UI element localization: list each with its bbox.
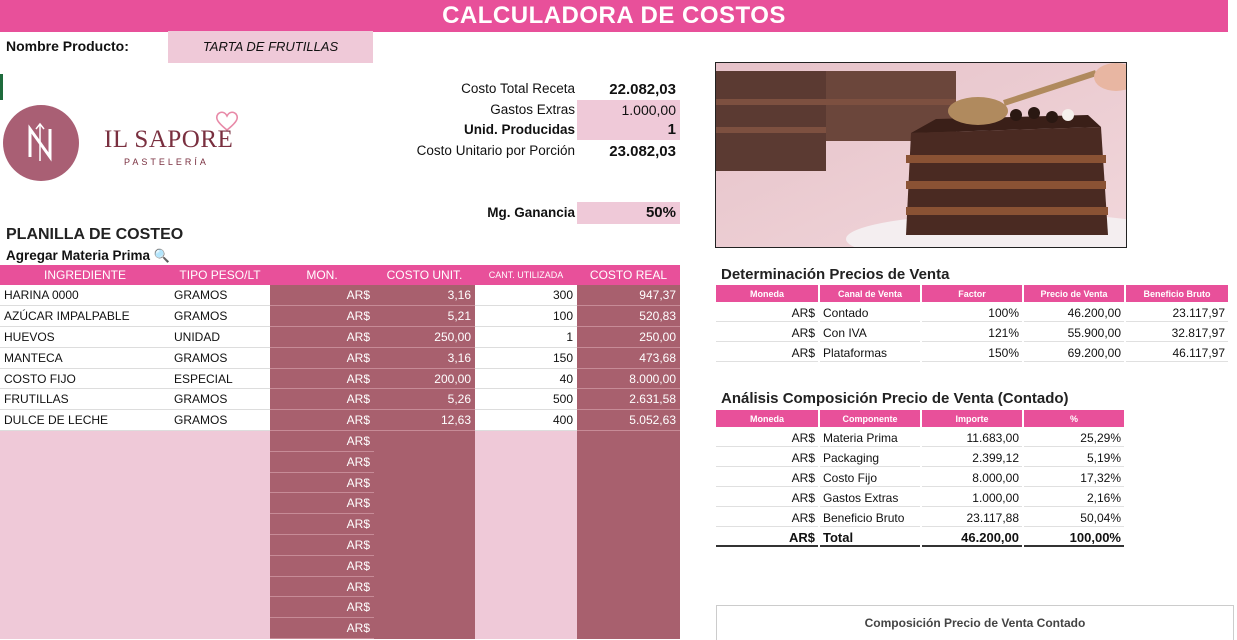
unit-cost-cell[interactable]	[374, 535, 475, 556]
table-row	[0, 410, 680, 431]
analisis-cell: 1.000,00	[922, 489, 1022, 507]
currency-cell: AR$	[270, 576, 374, 597]
unit-cost-cell[interactable]	[374, 451, 475, 472]
unit-cost-cell[interactable]: 250,00	[374, 327, 475, 348]
ingredient-name-cell[interactable]: AZÚCAR IMPALPABLE	[0, 306, 170, 327]
quantity-used-cell[interactable]	[475, 597, 577, 618]
costo-total-value: 22.082,03	[609, 81, 676, 98]
brand-subtitle: PASTELERÍA	[124, 157, 209, 167]
col-header: Moneda	[716, 285, 818, 302]
unit-cost-cell[interactable]: 3,16	[374, 285, 475, 306]
unit-cost-cell[interactable]	[374, 431, 475, 452]
ingredient-name-cell[interactable]: MANTECA	[0, 347, 170, 368]
unit-cost-cell[interactable]: 12,63	[374, 410, 475, 431]
real-cost-cell: 2.631,58	[577, 389, 680, 410]
analisis-cell: AR$	[716, 509, 818, 527]
unit-cost-cell[interactable]	[374, 493, 475, 514]
col-header: TIPO PESO/LT	[170, 265, 270, 285]
precio-cell: 32.817,97	[1126, 324, 1228, 342]
weight-type-cell[interactable]	[170, 493, 270, 514]
unit-cost-cell[interactable]	[374, 555, 475, 576]
col-header: COSTO UNIT.	[374, 265, 475, 285]
empty-row	[0, 451, 680, 472]
real-cost-cell: 8.000,00	[577, 368, 680, 389]
ingredient-name-cell[interactable]: COSTO FIJO	[0, 368, 170, 389]
ingredient-name-cell[interactable]: FRUTILLAS	[0, 389, 170, 410]
real-cost-cell: 473,68	[577, 347, 680, 368]
table-row	[716, 344, 1228, 362]
quantity-used-cell[interactable]: 300	[475, 285, 577, 306]
currency-cell: AR$	[270, 493, 374, 514]
unit-cost-cell[interactable]	[374, 472, 475, 493]
analisis-cell: 11.683,00	[922, 429, 1022, 447]
analisis-cell: 8.000,00	[922, 469, 1022, 487]
empty-row	[0, 597, 680, 618]
unit-cost-cell[interactable]	[374, 576, 475, 597]
table-row	[0, 306, 680, 327]
currency-cell: AR$	[270, 327, 374, 348]
currency-cell: AR$	[270, 535, 374, 556]
quantity-used-cell[interactable]	[475, 535, 577, 556]
currency-cell: AR$	[270, 347, 374, 368]
col-header: INGREDIENTE	[0, 265, 170, 285]
product-name-label: Nombre Producto:	[6, 38, 129, 54]
weight-type-cell[interactable]: UNIDAD	[170, 327, 270, 348]
col-header: %	[1024, 410, 1124, 427]
analisis-cell: 50,04%	[1024, 509, 1124, 527]
col-header: COSTO REAL	[577, 265, 680, 285]
weight-type-cell[interactable]: GRAMOS	[170, 285, 270, 306]
analisis-cell: 25,29%	[1024, 429, 1124, 447]
ingredients-table	[0, 265, 680, 639]
costo-unitario-label: Costo Unitario por Porción	[416, 143, 575, 158]
gastos-extras-field[interactable]: 1.000,00	[577, 100, 680, 120]
col-header: Canal de Venta	[820, 285, 920, 302]
currency-cell: AR$	[270, 389, 374, 410]
col-header: Moneda	[716, 410, 818, 427]
analisis-table	[714, 408, 1126, 549]
weight-type-cell[interactable]	[170, 576, 270, 597]
currency-cell: AR$	[270, 410, 374, 431]
app-title: CALCULADORA DE COSTOS	[0, 0, 1228, 32]
pointer-icon: 🔍	[153, 248, 171, 263]
currency-cell: AR$	[270, 618, 374, 639]
real-cost-cell	[577, 472, 680, 493]
ingredient-name-cell[interactable]	[0, 514, 170, 535]
precio-cell[interactable]: 150%	[922, 344, 1022, 362]
unit-cost-cell[interactable]: 3,16	[374, 347, 475, 368]
table-row	[0, 389, 680, 410]
real-cost-cell	[577, 451, 680, 472]
col-header: MON.	[270, 265, 374, 285]
analisis-cell: AR$	[716, 449, 818, 467]
weight-type-cell[interactable]	[170, 597, 270, 618]
table-row	[716, 324, 1228, 342]
real-cost-cell	[577, 597, 680, 618]
quantity-used-cell[interactable]: 1	[475, 327, 577, 348]
unit-cost-cell[interactable]: 5,21	[374, 306, 475, 327]
currency-cell: AR$	[270, 472, 374, 493]
analisis-title: Análisis Composición Precio de Venta (Contado)	[721, 390, 1069, 407]
table-row	[0, 368, 680, 389]
analisis-cell: Total	[820, 529, 920, 547]
precio-cell: Plataformas	[820, 344, 920, 362]
empty-row	[0, 576, 680, 597]
table-row	[0, 327, 680, 348]
empty-row	[0, 535, 680, 556]
empty-row	[0, 472, 680, 493]
row-indicator	[0, 74, 3, 100]
precio-cell: Contado	[820, 304, 920, 322]
precio-cell: AR$	[716, 344, 818, 362]
precio-cell: AR$	[716, 324, 818, 342]
margen-field[interactable]: 50%	[577, 202, 680, 224]
currency-cell: AR$	[270, 368, 374, 389]
chart-title: Composición Precio de Venta Contado	[864, 616, 1086, 630]
real-cost-cell	[577, 576, 680, 597]
ingredient-name-cell[interactable]: HUEVOS	[0, 327, 170, 348]
table-row	[716, 489, 1124, 507]
table-row	[716, 509, 1124, 527]
currency-cell: AR$	[270, 451, 374, 472]
analisis-cell: 17,32%	[1024, 469, 1124, 487]
ingredient-name-cell[interactable]	[0, 555, 170, 576]
weight-type-cell[interactable]: GRAMOS	[170, 389, 270, 410]
ingredient-name-cell[interactable]: DULCE DE LECHE	[0, 410, 170, 431]
currency-cell: AR$	[270, 431, 374, 452]
ingredient-name-cell[interactable]	[0, 576, 170, 597]
col-header: Precio de Venta	[1024, 285, 1124, 302]
brand-name: IL SAPORE	[104, 126, 234, 153]
real-cost-cell: 947,37	[577, 285, 680, 306]
weight-type-cell[interactable]: GRAMOS	[170, 347, 270, 368]
col-header: CANT. UTILIZADA	[475, 265, 577, 285]
quantity-used-cell[interactable]	[475, 576, 577, 597]
table-row	[716, 449, 1124, 467]
precio-cell: AR$	[716, 304, 818, 322]
analisis-cell: AR$	[716, 489, 818, 507]
real-cost-cell	[577, 555, 680, 576]
analisis-cell: Beneficio Bruto	[820, 509, 920, 527]
ingredient-name-cell[interactable]	[0, 597, 170, 618]
add-material-button[interactable]	[6, 248, 170, 264]
ingredient-name-cell[interactable]	[0, 472, 170, 493]
quantity-used-cell[interactable]	[475, 514, 577, 535]
quantity-used-cell[interactable]	[475, 472, 577, 493]
empty-row	[0, 514, 680, 535]
quantity-used-cell[interactable]: 40	[475, 368, 577, 389]
empty-row	[0, 493, 680, 514]
real-cost-cell	[577, 514, 680, 535]
unit-cost-cell[interactable]	[374, 597, 475, 618]
costo-total-label: Costo Total Receta	[461, 81, 575, 96]
ingredient-name-cell[interactable]: HARINA 0000	[0, 285, 170, 306]
analisis-cell: Costo Fijo	[820, 469, 920, 487]
quantity-used-cell[interactable]	[475, 493, 577, 514]
table-row	[0, 285, 680, 306]
product-photo	[715, 62, 1127, 248]
quantity-used-cell[interactable]: 150	[475, 347, 577, 368]
real-cost-cell	[577, 493, 680, 514]
precio-cell[interactable]: 121%	[922, 324, 1022, 342]
real-cost-cell: 250,00	[577, 327, 680, 348]
quantity-used-cell[interactable]	[475, 451, 577, 472]
ingredient-name-cell[interactable]	[0, 451, 170, 472]
analisis-cell: AR$	[716, 429, 818, 447]
table-row	[0, 347, 680, 368]
analisis-cell: Packaging	[820, 449, 920, 467]
col-header: Componente	[820, 410, 920, 427]
weight-type-cell[interactable]: GRAMOS	[170, 306, 270, 327]
composition-chart[interactable]	[716, 605, 1234, 640]
col-header: Factor	[922, 285, 1022, 302]
table-row	[716, 304, 1228, 322]
brand-logo	[3, 105, 79, 181]
real-cost-cell: 520,83	[577, 306, 680, 327]
precio-cell[interactable]: 100%	[922, 304, 1022, 322]
table-row	[716, 469, 1124, 487]
margen-label: Mg. Ganancia	[487, 205, 575, 220]
currency-cell: AR$	[270, 306, 374, 327]
currency-cell: AR$	[270, 597, 374, 618]
unid-producidas-field[interactable]: 1	[577, 120, 680, 140]
empty-row	[0, 431, 680, 452]
analisis-cell: AR$	[716, 469, 818, 487]
weight-type-cell[interactable]	[170, 451, 270, 472]
weight-type-cell[interactable]	[170, 514, 270, 535]
precio-cell: 46.200,00	[1024, 304, 1124, 322]
analisis-cell: 2,16%	[1024, 489, 1124, 507]
analisis-cell: 100,00%	[1024, 529, 1124, 547]
unit-cost-cell[interactable]: 5,26	[374, 389, 475, 410]
analisis-cell: Gastos Extras	[820, 489, 920, 507]
quantity-used-cell[interactable]: 100	[475, 306, 577, 327]
analisis-cell: 5,19%	[1024, 449, 1124, 467]
planilla-title: PLANILLA DE COSTEO	[6, 226, 184, 243]
precios-title: Determinación Precios de Venta	[721, 266, 950, 283]
costo-unitario-value: 23.082,03	[609, 143, 676, 160]
real-cost-cell	[577, 618, 680, 639]
precios-table	[714, 283, 1230, 364]
empty-row	[0, 555, 680, 576]
analisis-cell: 46.200,00	[922, 529, 1022, 547]
quantity-used-cell[interactable]: 500	[475, 389, 577, 410]
add-material-label: Agregar Materia Prima	[6, 248, 151, 263]
unit-cost-cell[interactable]	[374, 514, 475, 535]
quantity-used-cell[interactable]	[475, 618, 577, 639]
weight-type-cell[interactable]: GRAMOS	[170, 410, 270, 431]
weight-type-cell[interactable]	[170, 472, 270, 493]
unid-producidas-label: Unid. Producidas	[463, 122, 575, 137]
ingredient-name-cell[interactable]	[0, 618, 170, 639]
weight-type-cell[interactable]	[170, 431, 270, 452]
col-header: Importe	[922, 410, 1022, 427]
col-header: Beneficio Bruto	[1126, 285, 1228, 302]
currency-cell: AR$	[270, 285, 374, 306]
precio-cell: 46.117,97	[1126, 344, 1228, 362]
quantity-used-cell[interactable]	[475, 555, 577, 576]
weight-type-cell[interactable]	[170, 535, 270, 556]
weight-type-cell[interactable]	[170, 618, 270, 639]
analisis-cell: 2.399,12	[922, 449, 1022, 467]
precio-cell: Con IVA	[820, 324, 920, 342]
weight-type-cell[interactable]: ESPECIAL	[170, 368, 270, 389]
analisis-cell: AR$	[716, 529, 818, 547]
quantity-used-cell[interactable]: 400	[475, 410, 577, 431]
total-row	[716, 529, 1124, 547]
gastos-extras-label: Gastos Extras	[490, 102, 575, 117]
analisis-cell: Materia Prima	[820, 429, 920, 447]
currency-cell: AR$	[270, 514, 374, 535]
precio-cell: 55.900,00	[1024, 324, 1124, 342]
analisis-cell: 23.117,88	[922, 509, 1022, 527]
ingredient-name-cell[interactable]	[0, 535, 170, 556]
empty-row	[0, 618, 680, 639]
unit-cost-cell[interactable]: 200,00	[374, 368, 475, 389]
real-cost-cell: 5.052,63	[577, 410, 680, 431]
weight-type-cell[interactable]	[170, 555, 270, 576]
unit-cost-cell[interactable]	[374, 618, 475, 639]
currency-cell: AR$	[270, 555, 374, 576]
product-name-field[interactable]: TARTA DE FRUTILLAS	[168, 31, 373, 63]
ingredient-name-cell[interactable]	[0, 431, 170, 452]
quantity-used-cell[interactable]	[475, 431, 577, 452]
real-cost-cell	[577, 535, 680, 556]
table-row	[716, 429, 1124, 447]
precio-cell: 69.200,00	[1024, 344, 1124, 362]
precio-cell: 23.117,97	[1126, 304, 1228, 322]
ingredient-name-cell[interactable]	[0, 493, 170, 514]
real-cost-cell	[577, 431, 680, 452]
